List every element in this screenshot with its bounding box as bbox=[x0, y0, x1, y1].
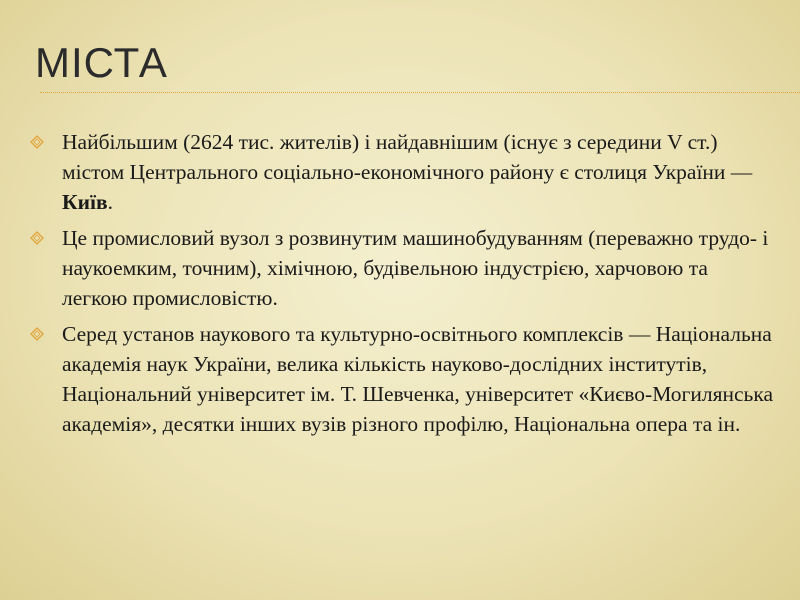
bullet-1-text-before: Найбільшим (2624 тис. жителів) і найдавнішим (існує з середини V ст.) містом Центрального соціально-економічного району є столиця України — bbox=[62, 130, 753, 184]
bullet-2-text: Це промисловий вузол з розвинутим машинобудуванням (переважно трудо- і наукоемким, точним), хімічною, будівельною індустрією, харчовою та легкою промисловістю. bbox=[62, 226, 769, 310]
hollow-diamond-icon bbox=[30, 327, 44, 341]
bullet-3-text: Серед установ наукового та культурно-освітнього комплексів — Національна академія наук України, велика кількість науково-дослідних інститутів, Національний університет ім. Т. Шевченка, університет «Києво-Могилянська академія», десятки інших вузів різного профілю, Національна опера та ін. bbox=[62, 322, 774, 436]
bullet-1-text-after: . bbox=[107, 190, 113, 214]
bullet-1-text-bold: Київ bbox=[62, 190, 108, 214]
bullet-item-2 bbox=[30, 223, 775, 313]
hollow-diamond-icon bbox=[30, 135, 44, 149]
hollow-diamond-icon bbox=[30, 231, 44, 245]
bullet-item-1 bbox=[30, 127, 775, 217]
title-divider bbox=[40, 92, 800, 93]
slide-title: МІСТА bbox=[35, 39, 168, 86]
bullet-item-3 bbox=[30, 319, 775, 439]
bullet-list bbox=[30, 127, 775, 445]
